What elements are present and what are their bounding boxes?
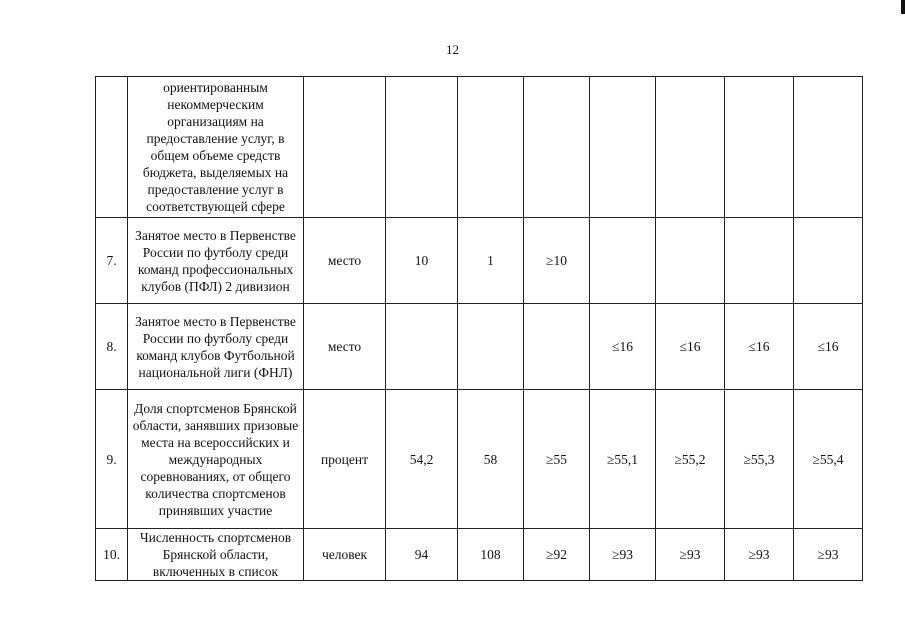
unit-cell: процент: [304, 390, 386, 529]
value-cell: ≥55: [524, 390, 590, 529]
row-number-cell: 9.: [96, 390, 128, 529]
value-cell: 94: [386, 529, 458, 581]
value-cell: ≥55,1: [590, 390, 656, 529]
table-row: [96, 218, 863, 304]
value-cell: [386, 304, 458, 390]
value-cell: [524, 77, 590, 218]
table-row: [96, 77, 863, 218]
value-cell: [656, 218, 725, 304]
unit-cell: место: [304, 304, 386, 390]
table-row: [96, 529, 863, 581]
value-cell: [386, 77, 458, 218]
table-row: [96, 304, 863, 390]
value-cell: [458, 304, 524, 390]
unit-cell: [304, 77, 386, 218]
value-cell: ≥55,2: [656, 390, 725, 529]
indicators-table: [95, 76, 863, 581]
value-cell: ≥55,3: [725, 390, 794, 529]
row-number-cell: 8.: [96, 304, 128, 390]
value-cell: [725, 77, 794, 218]
page-edge-mark: [901, 0, 905, 14]
value-cell: [524, 304, 590, 390]
value-cell: [794, 77, 863, 218]
row-number-cell: 7.: [96, 218, 128, 304]
value-cell: 58: [458, 390, 524, 529]
value-cell: 108: [458, 529, 524, 581]
value-cell: [656, 77, 725, 218]
indicator-name-cell: Занятое место в Первенстве России по футболу среди команд профессиональных клубов (ПФЛ) 2 дивизион: [128, 218, 304, 304]
value-cell: ≥93: [725, 529, 794, 581]
value-cell: [725, 218, 794, 304]
value-cell: [590, 218, 656, 304]
value-cell: ≥93: [590, 529, 656, 581]
value-cell: 10: [386, 218, 458, 304]
indicator-name-cell: Занятое место в Первенстве России по футболу среди команд клубов Футбольной национальной лиги (ФНЛ): [128, 304, 304, 390]
value-cell: ≤16: [794, 304, 863, 390]
value-cell: ≥93: [794, 529, 863, 581]
value-cell: ≥10: [524, 218, 590, 304]
value-cell: ≤16: [590, 304, 656, 390]
value-cell: [458, 77, 524, 218]
value-cell: ≥92: [524, 529, 590, 581]
value-cell: [794, 218, 863, 304]
row-number-cell: [96, 77, 128, 218]
indicator-name-cell: Численность спортсменов Брянской области, включенных в список: [128, 529, 304, 581]
value-cell: ≥93: [656, 529, 725, 581]
value-cell: [590, 77, 656, 218]
indicator-name-cell: Доля спортсменов Брянской области, занявших призовые места на всероссийских и международных соревнованиях, от общего количества спортсменов принявших участие: [128, 390, 304, 529]
value-cell: 1: [458, 218, 524, 304]
value-cell: 54,2: [386, 390, 458, 529]
row-number-cell: 10.: [96, 529, 128, 581]
unit-cell: человек: [304, 529, 386, 581]
page-number: 12: [446, 42, 459, 57]
table-row: [96, 390, 863, 529]
value-cell: ≤16: [656, 304, 725, 390]
unit-cell: место: [304, 218, 386, 304]
indicator-name-cell: ориентированным некоммерческим организациям на предоставление услуг, в общем объеме средств бюджета, выделяемых на предоставление услуг в соответствующей сфере: [128, 77, 304, 218]
value-cell: ≤16: [725, 304, 794, 390]
value-cell: ≥55,4: [794, 390, 863, 529]
